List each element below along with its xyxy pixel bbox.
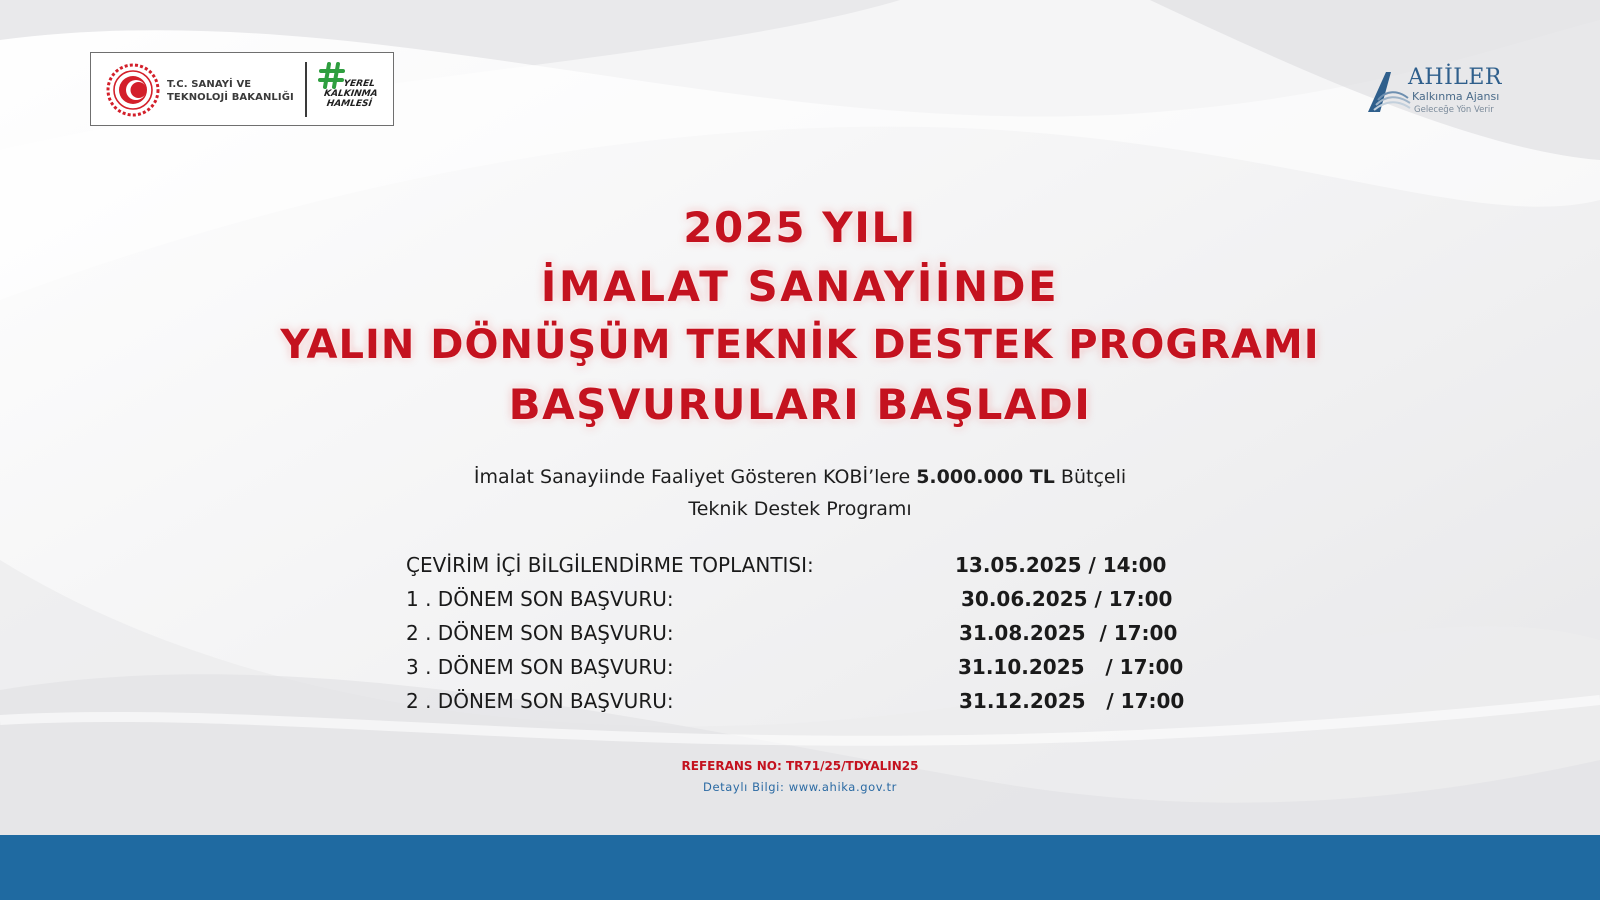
bottom-band bbox=[0, 835, 1600, 900]
schedule-table bbox=[406, 551, 1206, 721]
ministry-name-line2: TEKNOLOJİ BAKANLIĞI bbox=[167, 92, 294, 103]
schedule-label: 2 . DÖNEM SON BAŞVURU: bbox=[406, 621, 674, 645]
schedule-row bbox=[406, 551, 1206, 585]
subtitle bbox=[0, 461, 1600, 525]
headline-line1: 2025 YILI bbox=[683, 203, 917, 252]
yerel-line1: YEREL bbox=[342, 79, 376, 89]
ahiler-logo bbox=[1364, 66, 1524, 118]
yerel-kalkinma-logo bbox=[322, 79, 382, 109]
ministry-name bbox=[167, 78, 294, 104]
schedule-label: 3 . DÖNEM SON BAŞVURU: bbox=[406, 655, 674, 679]
schedule-value: 31.10.2025 / 17:00 bbox=[958, 655, 1184, 679]
headline-line3: YALIN DÖNÜŞÜM TEKNİK DESTEK PROGRAMI bbox=[280, 322, 1320, 368]
schedule-value: 31.12.2025 / 17:00 bbox=[959, 689, 1185, 713]
ahiler-subtitle: Kalkınma Ajansı bbox=[1412, 90, 1500, 103]
yerel-line2: KALKINMA bbox=[323, 89, 379, 99]
schedule-label: 1 . DÖNEM SON BAŞVURU: bbox=[406, 587, 674, 611]
ahiler-slogan: Geleceğe Yön Verir bbox=[1414, 105, 1494, 115]
schedule-row bbox=[406, 687, 1206, 721]
headline bbox=[0, 198, 1600, 434]
schedule-value: 30.06.2025 / 17:00 bbox=[961, 587, 1173, 611]
schedule-label: 2 . DÖNEM SON BAŞVURU: bbox=[406, 689, 674, 713]
ahiler-name: AHİLER bbox=[1408, 65, 1502, 90]
schedule-row bbox=[406, 653, 1206, 687]
subtitle-part2: Bütçeli bbox=[1054, 466, 1127, 488]
yerel-line3: HAMLESİ bbox=[325, 99, 373, 109]
subtitle-part1: İmalat Sanayiinde Faaliyet Gösteren KOBİ’lere bbox=[473, 466, 917, 488]
logo-divider bbox=[305, 62, 307, 117]
reference-number: REFERANS NO: TR71/25/TDYALIN25 bbox=[681, 759, 919, 773]
schedule-label: ÇEVİRİM İÇİ BİLGİLENDİRME TOPLANTISI: bbox=[406, 553, 814, 577]
ministry-emblem-icon bbox=[106, 63, 160, 117]
schedule-value: 31.08.2025 / 17:00 bbox=[959, 621, 1178, 645]
detail-info-link[interactable]: Detaylı Bilgi: www.ahika.gov.tr bbox=[703, 780, 897, 794]
ahiler-a-icon bbox=[1364, 68, 1412, 116]
subtitle-line2: Teknik Destek Programı bbox=[688, 498, 912, 520]
schedule-row bbox=[406, 619, 1206, 653]
ministry-logo-box bbox=[90, 52, 394, 126]
schedule-value: 13.05.2025 / 14:00 bbox=[955, 553, 1167, 577]
headline-line2: İMALAT SANAYİİNDE bbox=[540, 262, 1060, 311]
schedule-row bbox=[406, 585, 1206, 619]
subtitle-amount: 5.000.000 TL bbox=[916, 466, 1055, 488]
headline-line4: BAŞVURULARI BAŞLADI bbox=[508, 380, 1092, 429]
ministry-name-line1: T.C. SANAYİ VE bbox=[167, 79, 252, 90]
